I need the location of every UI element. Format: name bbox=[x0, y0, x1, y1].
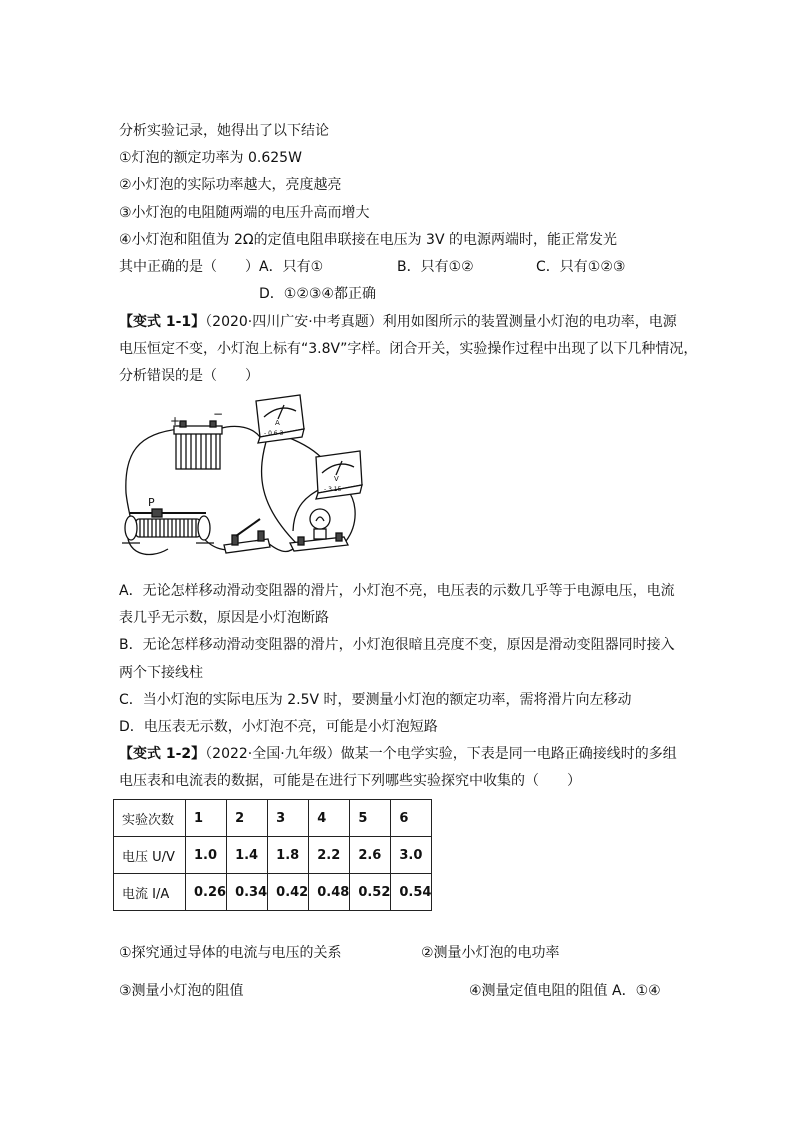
circuit-diagram bbox=[118, 393, 380, 565]
variant-text: 做某一个电学实验，下表是同一电路正确接线时的多组 bbox=[340, 746, 677, 762]
battery-minus-label: − bbox=[213, 407, 224, 421]
switch bbox=[224, 519, 270, 553]
variant-1-1-line-3: 分析错误的是（ ） bbox=[119, 368, 259, 384]
table-cell: 0.34 bbox=[227, 874, 268, 911]
variant-1-2-item-4: ④测量定值电阻的阻值 A．①④ bbox=[469, 983, 661, 999]
table-cell: 1.8 bbox=[268, 837, 309, 874]
variant-1-1-option-c: C．当小灯泡的实际电压为 2.5V 时，要测量小灯泡的额定功率，需将滑片向左移动 bbox=[119, 692, 632, 708]
variant-1-1-option-b-line-2: 两个下接线柱 bbox=[119, 665, 203, 681]
voltmeter-symbol: V bbox=[334, 475, 339, 483]
table-cell: 1.0 bbox=[186, 837, 227, 874]
table-cell: 2.6 bbox=[350, 837, 391, 874]
variant-1-2-item-2: ②测量小灯泡的电功率 bbox=[421, 945, 560, 961]
conclusion-2: ②小灯泡的实际功率越大，亮度越亮 bbox=[119, 177, 342, 193]
ammeter-terminal-labels: - 0.6 3 bbox=[264, 430, 284, 437]
variant-1-1-option-b-line-1: B．无论怎样移动滑动变阻器的滑片，小灯泡很暗且亮度不变，原因是滑动变阻器同时接入 bbox=[119, 637, 675, 653]
wire bbox=[218, 426, 260, 437]
conclusion-1: ①灯泡的额定功率为 0.625W bbox=[119, 150, 302, 166]
q1-stem: 其中正确的是（ ） bbox=[119, 259, 259, 275]
ammeter bbox=[256, 395, 304, 443]
voltmeter-terminal-labels: - 3 15 bbox=[324, 486, 342, 493]
variant-1-1-option-d: D．电压表无示数，小灯泡不亮，可能是小灯泡短路 bbox=[119, 719, 438, 735]
conclusion-4: ④小灯泡和阻值为 2Ω的定值电阻串联接在电压为 3V 的电源两端时，能正常发光 bbox=[119, 232, 617, 248]
light-bulb bbox=[290, 509, 348, 551]
voltmeter bbox=[316, 451, 362, 499]
q1-option-d: D．①②③④都正确 bbox=[259, 286, 376, 302]
row-label: 实验次数 bbox=[114, 800, 186, 837]
variant-1-2-item-1: ①探究通过导体的电流与电压的关系 bbox=[119, 945, 342, 961]
table-cell: 0.54 bbox=[391, 874, 432, 911]
q1-option-c: C．只有①②③ bbox=[536, 259, 626, 275]
table-cell: 5 bbox=[350, 800, 391, 837]
variant-1-1-line-2: 电压恒定不变，小灯泡上标有“3.8V”字样。闭合开关，实验操作过程中出现了以下几种情况， bbox=[119, 341, 698, 357]
wire bbox=[346, 489, 355, 541]
variant-tag: 【变式 1-2】 bbox=[119, 746, 206, 762]
slider-p-label: P bbox=[148, 496, 155, 509]
table-cell: 2 bbox=[227, 800, 268, 837]
variant-tag: 【变式 1-1】 bbox=[119, 314, 206, 330]
variant-text: 利用如图所示的装置测量小灯泡的电功率，电源 bbox=[382, 314, 677, 330]
variant-1-1-option-a-line-1: A．无论怎样移动滑动变阻器的滑片，小灯泡不亮，电压表的示数几乎等于电源电压，电流 bbox=[119, 583, 675, 599]
table-cell: 0.26 bbox=[186, 874, 227, 911]
variant-1-2-header bbox=[119, 744, 677, 764]
table-cell: 2.2 bbox=[309, 837, 350, 874]
table-cell: 1 bbox=[186, 800, 227, 837]
intro-line: 分析实验记录，她得出了以下结论 bbox=[119, 123, 329, 139]
row-label: 电压 U/V bbox=[114, 837, 186, 874]
variant-source: （2020·四川广安·中考真题） bbox=[205, 314, 383, 330]
conclusion-3: ③小灯泡的电阻随两端的电压升高而增大 bbox=[119, 205, 370, 221]
variant-source: （2022·全国·九年级） bbox=[205, 746, 341, 762]
table-row bbox=[114, 837, 432, 874]
table-cell: 1.4 bbox=[227, 837, 268, 874]
table-cell: 3.0 bbox=[391, 837, 432, 874]
table-cell: 0.52 bbox=[350, 874, 391, 911]
q1-option-b: B．只有①② bbox=[397, 259, 474, 275]
table-cell: 3 bbox=[268, 800, 309, 837]
table-row bbox=[114, 800, 432, 837]
rheostat bbox=[122, 509, 214, 543]
battery-plus-label: + bbox=[170, 414, 181, 428]
data-table bbox=[113, 799, 432, 911]
variant-1-1-header bbox=[119, 312, 677, 332]
table-cell: 0.48 bbox=[309, 874, 350, 911]
row-label: 电流 I/A bbox=[114, 874, 186, 911]
ammeter-symbol: A bbox=[275, 419, 280, 427]
battery bbox=[174, 421, 222, 469]
variant-1-2-item-3: ③测量小灯泡的阻值 bbox=[119, 983, 244, 999]
table-row bbox=[114, 874, 432, 911]
q1-option-a: A．只有① bbox=[259, 259, 324, 275]
variant-1-2-line-2: 电压表和电流表的数据，可能是在进行下列哪些实验探究中收集的（ ） bbox=[119, 773, 581, 789]
table-cell: 4 bbox=[309, 800, 350, 837]
variant-1-1-option-a-line-2: 表几乎无示数，原因是小灯泡断路 bbox=[119, 610, 329, 626]
table-cell: 6 bbox=[391, 800, 432, 837]
table-cell: 0.42 bbox=[268, 874, 309, 911]
